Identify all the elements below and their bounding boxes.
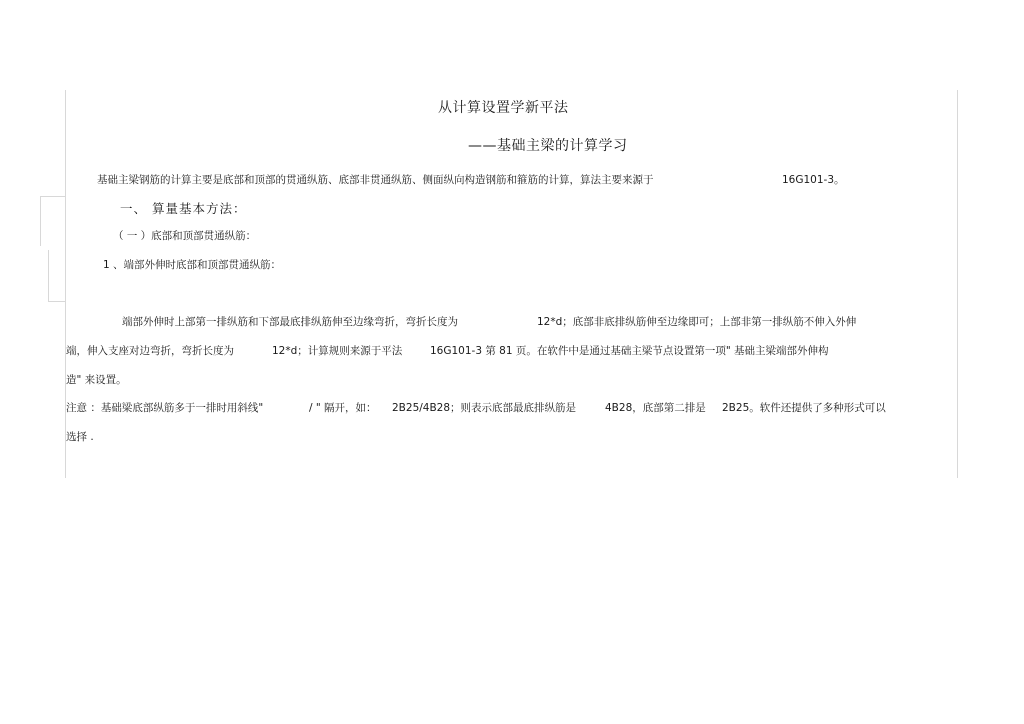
paragraph-line-1b: 12*d；底部非底排纵筋伸至边缘即可；上部非第一排纵筋不伸入外伸 (537, 316, 857, 328)
item-heading: 1 、端部外伸时底部和顶部贯通纵筋： (103, 259, 282, 271)
note-line-1c: 2B25/4B28；则表示底部最底排纵筋是 (392, 402, 577, 414)
note-line-1e: 2B25。软件还提供了多种形式可以 (722, 402, 886, 414)
paragraph-line-2a: 端，伸入支座对边弯折，弯折长度为 (66, 345, 234, 357)
paragraph-line-2c: 16G101-3 第 81 页。在软件中是通过基础主梁节点设置第一项" 基础主梁端部外伸构 (430, 345, 829, 357)
intro-reference: 16G101-3。 (782, 174, 845, 186)
margin-mark-left (40, 196, 41, 246)
paragraph-line-3: 造" 来设置。 (66, 374, 127, 386)
margin-mark-top (40, 196, 65, 197)
document-title: 从计算设置学新平法 (438, 100, 569, 116)
intro-text: 基础主梁钢筋的计算主要是底部和顶部的贯通纵筋、底部非贯通纵筋、侧面纵向构造钢筋和箍筋的计算，算法主要来源于 (97, 174, 654, 186)
note-line-1d: 4B28，底部第二排是 (605, 402, 706, 414)
note-line-2: 选择 . (66, 431, 94, 443)
note-line-1b: / " 隔开，如： (309, 402, 377, 414)
page-border-right (957, 90, 958, 478)
note-line-1a: 注意 ：基础梁底部纵筋多于一排时用斜线" (66, 402, 264, 414)
margin-mark-bottom (48, 301, 65, 302)
paragraph-line-2b: 12*d；计算规则来源于平法 (272, 345, 403, 357)
section-heading: 一、 算量基本方法： (120, 201, 247, 216)
document-subtitle: ——基础主梁的计算学习 (468, 138, 628, 154)
page-border-left (65, 90, 66, 478)
margin-mark-left-lower (48, 250, 49, 302)
paragraph-line-1a: 端部外伸时上部第一排纵筋和下部最底排纵筋伸至边缘弯折，弯折长度为 (122, 316, 458, 328)
sub-heading: （ 一 ）底部和顶部贯通纵筋： (113, 230, 257, 242)
